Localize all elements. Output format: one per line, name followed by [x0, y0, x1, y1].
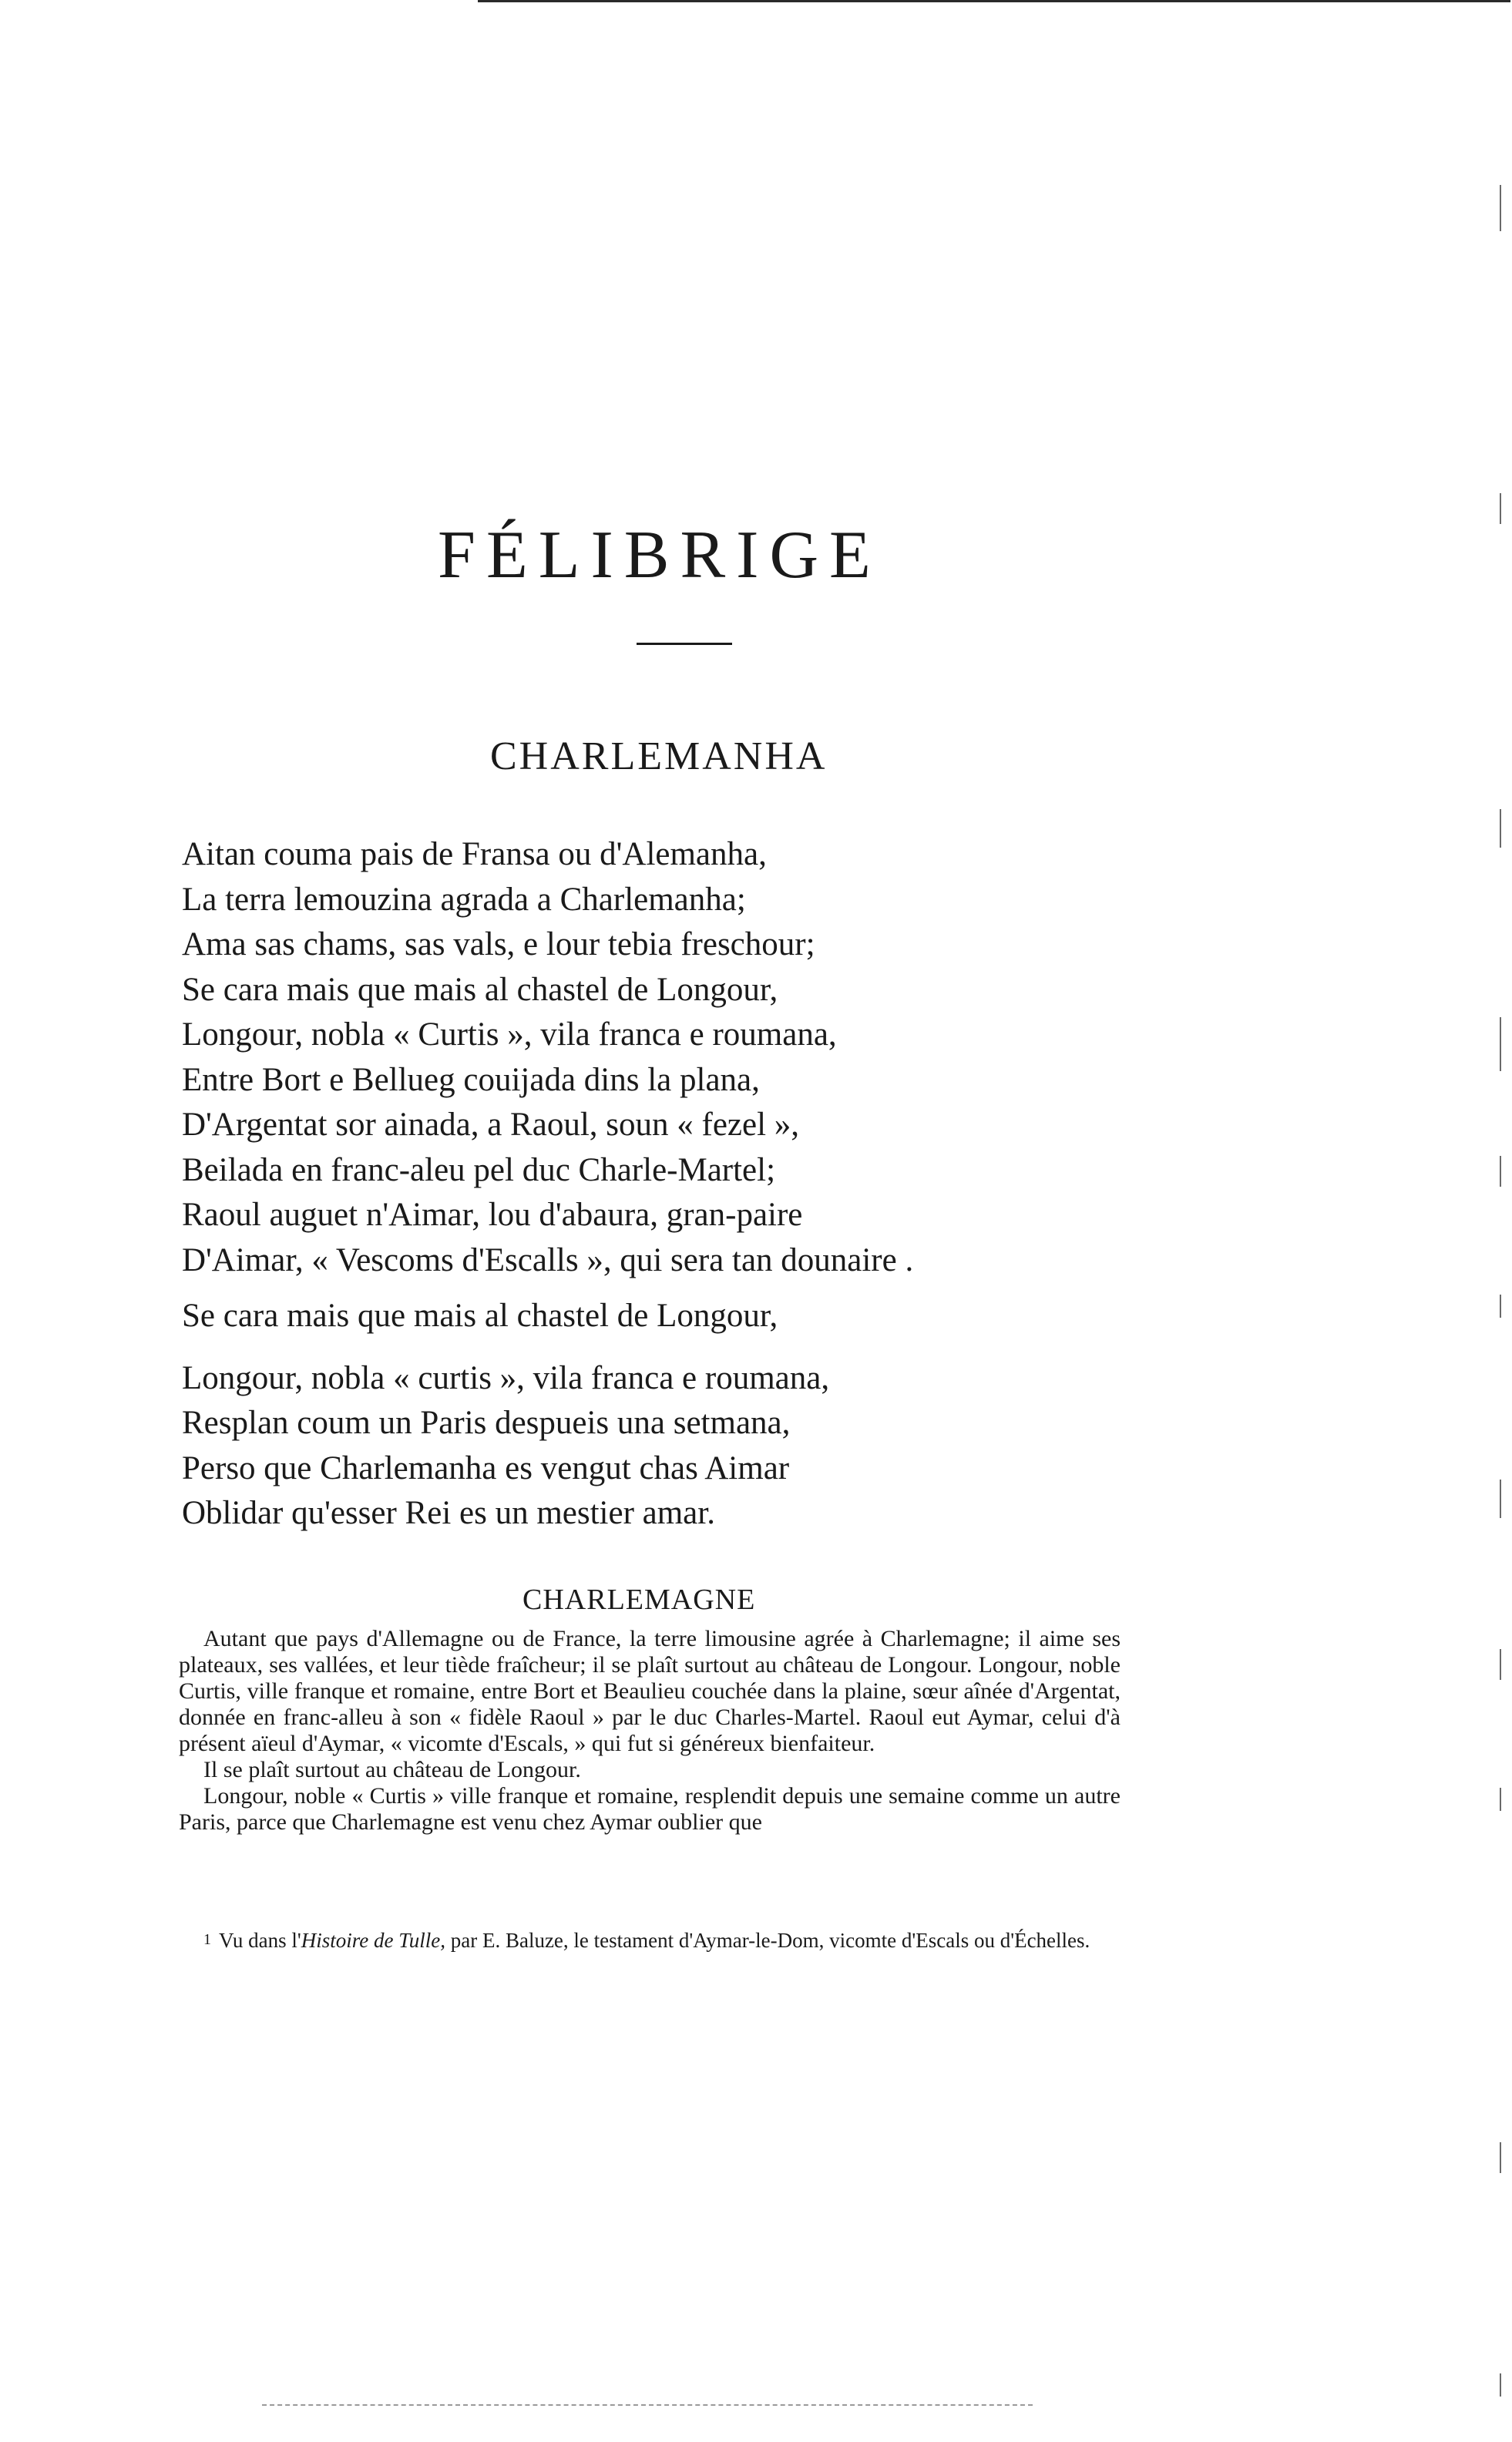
poem-line: Resplan coum un Paris despueis una setmana, — [182, 1405, 791, 1441]
translation-paragraph: Longour, noble « Curtis » ville franque et romaine, resplendit depuis une semaine comme un autre Paris, parce que Charlemagne est venu chez Aymar oublier que — [179, 1783, 1121, 1835]
poem-line: Entre Bort e Bellueg couijada dins la plana, — [182, 1061, 760, 1098]
scan-gutter-marks — [1500, 170, 1504, 2404]
translation-body — [179, 1626, 1121, 1836]
translation-paragraph: Il se plaît surtout au château de Longour. — [203, 1757, 581, 1782]
poem-line: Se cara mais que mais al chastel de Longour, — [182, 1298, 778, 1334]
footnote-number: 1 — [203, 1931, 211, 1948]
poem-body — [182, 832, 1107, 1537]
poem-line: Oblidar qu'esser Rei es un mestier amar. — [182, 1495, 715, 1531]
poem-line: Ama sas chams, sas vals, e lour tebia freschour; — [182, 926, 815, 962]
poem-line: D'Argentat sor ainada, a Raoul, soun « fezel », — [182, 1107, 800, 1143]
poem-line: Raoul auguet n'Aimar, lou d'abaura, gran-paire — [182, 1197, 803, 1233]
footnote-book-title: Histoire de Tulle, — [301, 1929, 445, 1952]
poem-line: D'Aimar, « Vescoms d'Escalls », qui sera tan dounaire . — [182, 1241, 914, 1278]
poem-line: Se cara mais que mais al chastel de Longour, — [182, 971, 778, 1008]
poem-line: Aitan couma pais de Fransa ou d'Alemanha, — [182, 836, 767, 872]
page-title: FÉLIBRIGE — [438, 518, 882, 593]
footnote-text-after: par E. Baluze, le testament d'Aymar-le-Dom, vicomte d'Escals ou d'Échelles. — [445, 1929, 1090, 1952]
translation-title: CHARLEMAGNE — [522, 1584, 756, 1616]
translation-paragraph: Autant que pays d'Allemagne ou de France, la terre limousine agrée à Charlemagne; il aime ses plateaux, ses vallées, et leur tiède fraîcheur; il se plaît surtout au château de Longour. Longour, noble Curtis, ville franque et romaine, entre Bort et Beaulieu couchée dans la plaine, sœur aînée d'Argentat, donnée en franc-alleu à son « fidèle Raoul » par le duc Charles-Martel. Raoul eut Aymar, celui d'à présent aïeul d'Aymar, « vicomte d'Escals, » qui fut si généreux bienfaiteur. — [179, 1626, 1121, 1756]
poem-line: Longour, nobla « Curtis », vila franca e roumana, — [182, 1016, 837, 1053]
poem-line: La terra lemouzina agrada a Charlemanha; — [182, 881, 746, 918]
poem-line: Beilada en franc-aleu pel duc Charle-Martel; — [182, 1151, 776, 1188]
scan-bottom-marks — [262, 2404, 1033, 2409]
top-rule — [478, 0, 1510, 2]
title-divider — [637, 643, 732, 645]
footnote — [179, 1926, 1121, 1953]
poem-line: Longour, nobla « curtis », vila franca e roumana, — [182, 1359, 830, 1396]
poem-title: CHARLEMANHA — [490, 734, 828, 778]
poem-line: Perso que Charlemanha es vengut chas Aimar — [182, 1449, 790, 1486]
footnote-text-before: Vu dans l' — [219, 1929, 301, 1952]
